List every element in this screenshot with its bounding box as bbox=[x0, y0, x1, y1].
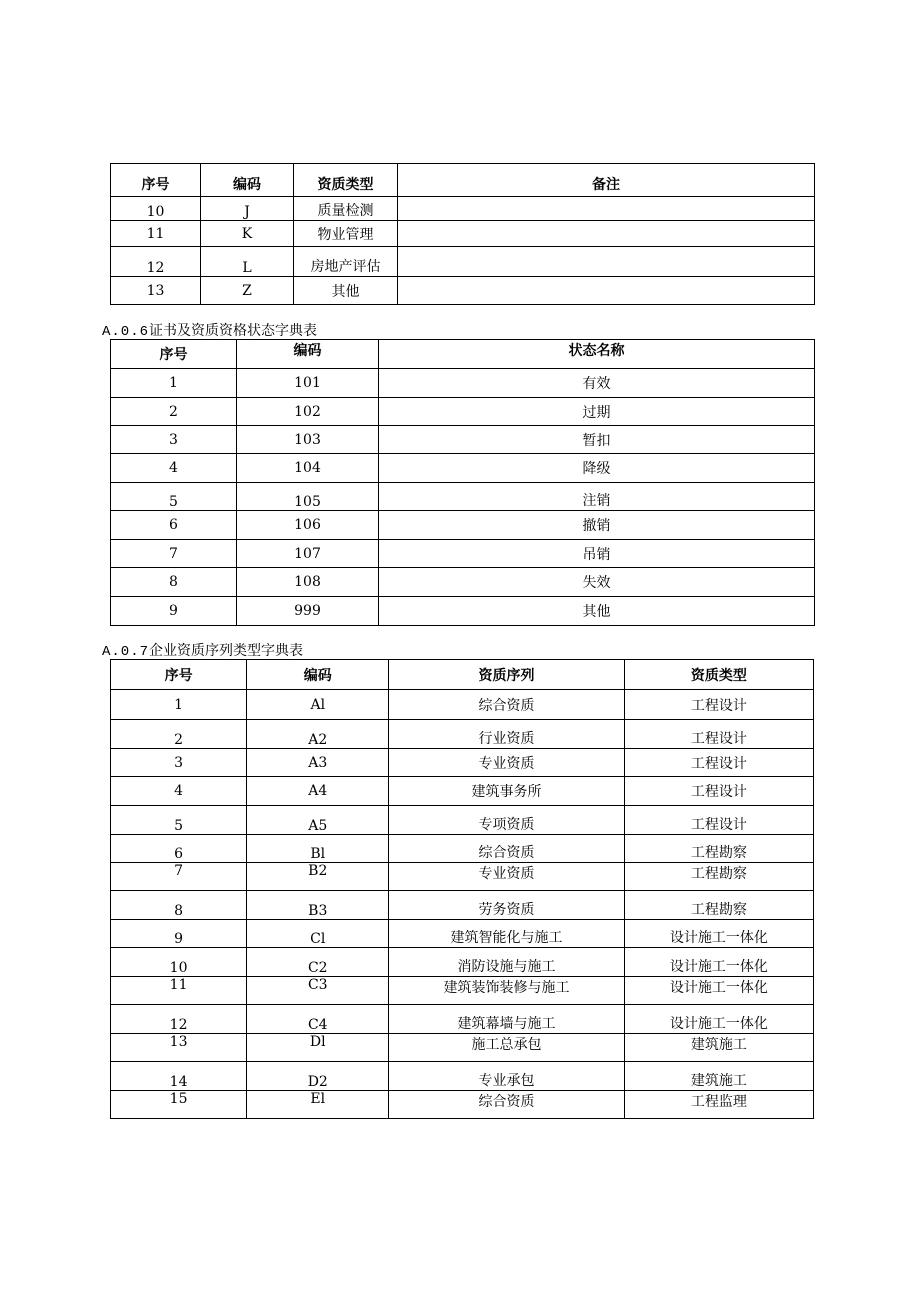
table-cell: 行业资质 bbox=[389, 720, 624, 749]
table-cell: Al bbox=[247, 690, 389, 720]
table-row bbox=[111, 483, 815, 511]
table-cell bbox=[398, 247, 815, 277]
table-cell: 12 bbox=[111, 247, 201, 277]
table-cell: B3 bbox=[247, 891, 389, 920]
table-cell: 专业资质 bbox=[389, 749, 624, 777]
table-cell: 11 bbox=[111, 977, 247, 1005]
table-cell: 建筑幕墙与施工 bbox=[389, 1005, 624, 1034]
table-cell: 104 bbox=[237, 454, 379, 483]
table-cell: 其他 bbox=[379, 597, 815, 626]
table-cell: 工程勘察 bbox=[624, 835, 813, 863]
table-cell: C3 bbox=[247, 977, 389, 1005]
table-cell: 9 bbox=[111, 597, 237, 626]
column-header: 状态名称 bbox=[379, 340, 815, 369]
table-cell: Cl bbox=[247, 920, 389, 948]
table-cell: 失效 bbox=[379, 568, 815, 597]
table-cell: 10 bbox=[111, 948, 247, 977]
table-cell: 1 bbox=[111, 690, 247, 720]
table-row bbox=[111, 948, 814, 977]
table-cell: 103 bbox=[237, 426, 379, 454]
table-cell: C2 bbox=[247, 948, 389, 977]
table-cell: 工程设计 bbox=[624, 690, 813, 720]
table-cell: 105 bbox=[237, 483, 379, 511]
table-row bbox=[111, 920, 814, 948]
table-cell: 设计施工一体化 bbox=[624, 1005, 813, 1034]
table-cell: 物业管理 bbox=[294, 221, 398, 247]
table-cell: 其他 bbox=[294, 277, 398, 305]
table-row bbox=[111, 197, 815, 221]
table-row bbox=[111, 720, 814, 749]
table-cell: 11 bbox=[111, 221, 201, 247]
table-row bbox=[111, 540, 815, 568]
table-cell: Z bbox=[201, 277, 294, 305]
table-row bbox=[111, 426, 815, 454]
table-cell: 工程勘察 bbox=[624, 863, 813, 891]
table-cell: K bbox=[201, 221, 294, 247]
table-cell: 107 bbox=[237, 540, 379, 568]
column-header: 编码 bbox=[201, 164, 294, 197]
table-row bbox=[111, 690, 814, 720]
table-cell: 工程勘察 bbox=[624, 891, 813, 920]
section-heading-a07 bbox=[102, 640, 303, 660]
table-cell: 设计施工一体化 bbox=[624, 920, 813, 948]
section-code: A.0.7 bbox=[102, 644, 150, 660]
table-cell: 建筑事务所 bbox=[389, 777, 624, 806]
table-cell: 建筑施工 bbox=[624, 1062, 813, 1091]
table-row bbox=[111, 977, 814, 1005]
column-header: 资质类型 bbox=[294, 164, 398, 197]
table-cell: A4 bbox=[247, 777, 389, 806]
table-row bbox=[111, 511, 815, 540]
table-cell: 14 bbox=[111, 1062, 247, 1091]
table-cell: 工程设计 bbox=[624, 777, 813, 806]
table-row bbox=[111, 806, 814, 835]
table-cell: 工程设计 bbox=[624, 749, 813, 777]
table-row bbox=[111, 597, 815, 626]
column-header: 编码 bbox=[247, 660, 389, 690]
table-cell: 建筑智能化与施工 bbox=[389, 920, 624, 948]
column-header: 备注 bbox=[398, 164, 815, 197]
table-cell: 9 bbox=[111, 920, 247, 948]
table-cell: J bbox=[201, 197, 294, 221]
table-header-row bbox=[111, 340, 815, 369]
table-cell: 工程设计 bbox=[624, 720, 813, 749]
table-cell: 6 bbox=[111, 511, 237, 540]
table-row bbox=[111, 749, 814, 777]
column-header: 序号 bbox=[111, 164, 201, 197]
table-row bbox=[111, 247, 815, 277]
table-cell: 4 bbox=[111, 454, 237, 483]
table-cell: D2 bbox=[247, 1062, 389, 1091]
table-row bbox=[111, 221, 815, 247]
table-cell: A5 bbox=[247, 806, 389, 835]
table-cell: El bbox=[247, 1091, 389, 1119]
table-cell: 13 bbox=[111, 277, 201, 305]
section-title: 证书及资质资格状态字典表 bbox=[149, 323, 318, 339]
table-cell: 15 bbox=[111, 1091, 247, 1119]
table-cell: 有效 bbox=[379, 369, 815, 398]
table-header-row bbox=[111, 660, 814, 690]
table-cell: 工程设计 bbox=[624, 806, 813, 835]
table-cell: 6 bbox=[111, 835, 247, 863]
table-cell: 建筑装饰装修与施工 bbox=[389, 977, 624, 1005]
table-header-row bbox=[111, 164, 815, 197]
section-code: A.0.6 bbox=[102, 324, 150, 340]
table-cell: 13 bbox=[111, 1034, 247, 1062]
table-row bbox=[111, 568, 815, 597]
table-row bbox=[111, 369, 815, 398]
table-cell: 暂扣 bbox=[379, 426, 815, 454]
table-cell: Dl bbox=[247, 1034, 389, 1062]
table-cell: 4 bbox=[111, 777, 247, 806]
table-cell: 综合资质 bbox=[389, 1091, 624, 1119]
table-cell bbox=[398, 221, 815, 247]
table-row bbox=[111, 1005, 814, 1034]
table-cell: Bl bbox=[247, 835, 389, 863]
table-cell: 7 bbox=[111, 540, 237, 568]
table-cell: 5 bbox=[111, 483, 237, 511]
table-cell: 3 bbox=[111, 749, 247, 777]
section-heading-a06 bbox=[102, 320, 317, 340]
table-cell: 2 bbox=[111, 720, 247, 749]
table-cell: B2 bbox=[247, 863, 389, 891]
certificate-status-table bbox=[110, 339, 815, 626]
column-header: 序号 bbox=[111, 340, 237, 369]
table-cell: 1 bbox=[111, 369, 237, 398]
table-cell: 专项资质 bbox=[389, 806, 624, 835]
enterprise-qualification-sequence-table bbox=[110, 659, 814, 1119]
table-cell: 过期 bbox=[379, 398, 815, 426]
table-row bbox=[111, 891, 814, 920]
section-title: 企业资质序列类型字典表 bbox=[149, 643, 304, 659]
table-cell: 2 bbox=[111, 398, 237, 426]
table-cell: 设计施工一体化 bbox=[624, 948, 813, 977]
table-cell: 专业资质 bbox=[389, 863, 624, 891]
table-cell: 注销 bbox=[379, 483, 815, 511]
table-cell: C4 bbox=[247, 1005, 389, 1034]
table-cell: 吊销 bbox=[379, 540, 815, 568]
table-row bbox=[111, 777, 814, 806]
table-cell bbox=[398, 277, 815, 305]
table-cell: 8 bbox=[111, 891, 247, 920]
table-cell: 综合资质 bbox=[389, 835, 624, 863]
table-cell: 12 bbox=[111, 1005, 247, 1034]
table-cell bbox=[398, 197, 815, 221]
table-cell: 101 bbox=[237, 369, 379, 398]
table-cell: A3 bbox=[247, 749, 389, 777]
table-cell: 999 bbox=[237, 597, 379, 626]
table-cell: 102 bbox=[237, 398, 379, 426]
table-cell: L bbox=[201, 247, 294, 277]
table-cell: 108 bbox=[237, 568, 379, 597]
table-row bbox=[111, 863, 814, 891]
table-cell: 工程监理 bbox=[624, 1091, 813, 1119]
table-cell: 建筑施工 bbox=[624, 1034, 813, 1062]
table-cell: 7 bbox=[111, 863, 247, 891]
table-row bbox=[111, 454, 815, 483]
table-cell: 专业承包 bbox=[389, 1062, 624, 1091]
table-cell: 劳务资质 bbox=[389, 891, 624, 920]
table-row bbox=[111, 1034, 814, 1062]
table-row bbox=[111, 277, 815, 305]
table-cell: 10 bbox=[111, 197, 201, 221]
table-cell: 降级 bbox=[379, 454, 815, 483]
column-header: 序号 bbox=[111, 660, 247, 690]
table-cell: 3 bbox=[111, 426, 237, 454]
table-cell: 房地产评估 bbox=[294, 247, 398, 277]
table-cell: 8 bbox=[111, 568, 237, 597]
table-cell: 综合资质 bbox=[389, 690, 624, 720]
table-row bbox=[111, 398, 815, 426]
column-header: 编码 bbox=[237, 340, 379, 369]
table-row bbox=[111, 1062, 814, 1091]
table-cell: 质量检测 bbox=[294, 197, 398, 221]
column-header: 资质类型 bbox=[624, 660, 813, 690]
table-cell: 消防设施与施工 bbox=[389, 948, 624, 977]
table-cell: 106 bbox=[237, 511, 379, 540]
qualification-type-table-continued bbox=[110, 163, 815, 305]
column-header: 资质序列 bbox=[389, 660, 624, 690]
table-cell: 撤销 bbox=[379, 511, 815, 540]
table-cell: 施工总承包 bbox=[389, 1034, 624, 1062]
table-cell: A2 bbox=[247, 720, 389, 749]
table-row bbox=[111, 1091, 814, 1119]
table-cell: 设计施工一体化 bbox=[624, 977, 813, 1005]
table-row bbox=[111, 835, 814, 863]
table-cell: 5 bbox=[111, 806, 247, 835]
